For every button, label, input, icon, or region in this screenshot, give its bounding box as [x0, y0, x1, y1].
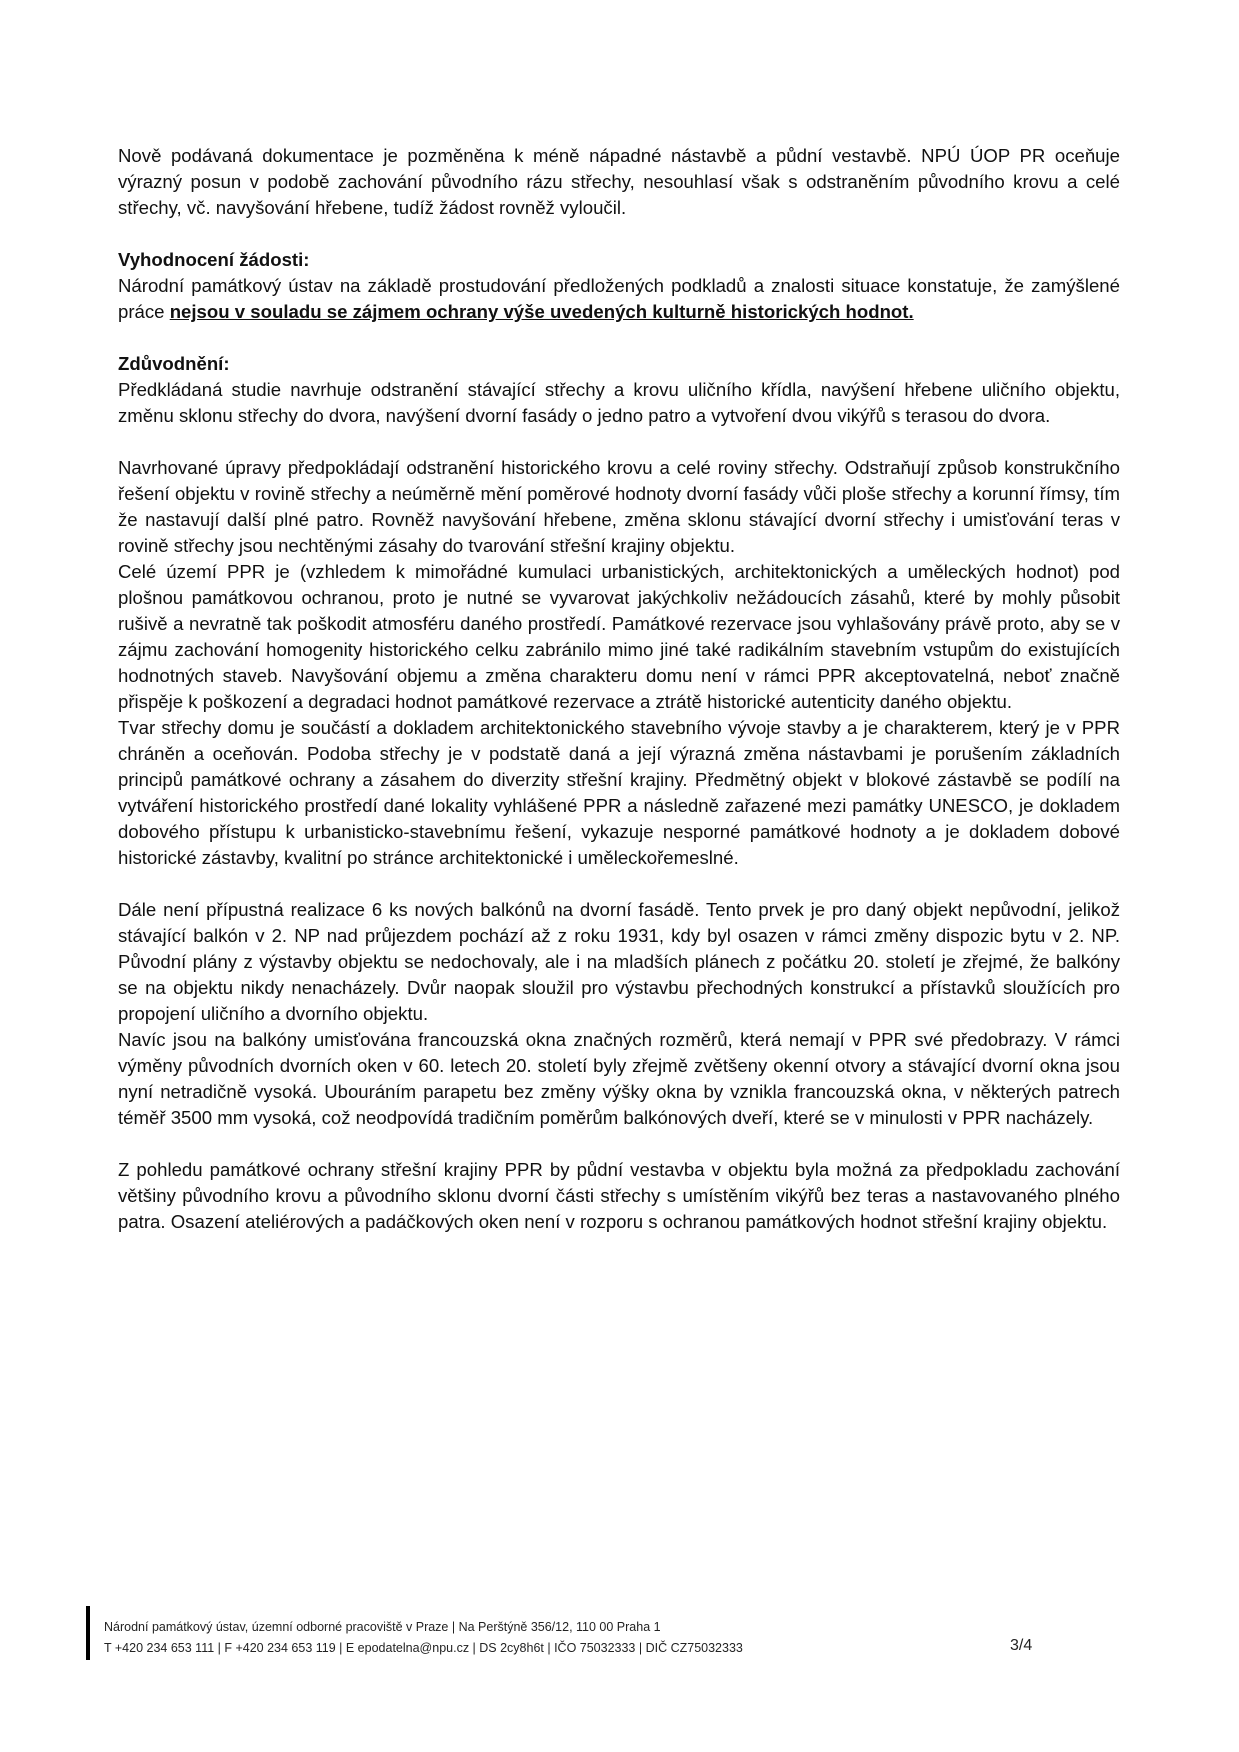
justification-paragraph: Navrhované úpravy předpokládají odstranění historického krovu a celé roviny střechy. Odstraňují způsob konstrukčního řešení objektu v rovině střechy a neúměrně mění poměrové hodnoty dvorní fasády vůči ploše střechy a korunní římsy, tím že nastavují další plné patro. Rovněž navyšování hřebene, změna sklonu stávající dvorní střechy i umisťování teras v rovině střechy jsou nechtěnými zásahy do tvarování střešní krajiny objektu. [118, 457, 1120, 556]
justification-paragraph: Tvar střechy domu je součástí a dokladem architektonického stavebního vývoje stavby a je charakterem, který je v PPR chráněn a oceňován. Podoba střechy je v podstatě daná a její výrazná změna nástavbami je porušením základních principů památkové ochrany a zásahem do diverzity střešní krajiny. Předmětný objekt v blokové zástavbě se podílí na vytváření historického prostředí dané lokality vyhlášené PPR a následně zařazené mezi památky UNESCO, je dokladem dobového přístupu k urbanisticko-stavebnímu řešení, vykazuje nesporné památkové hodnoty a je dokladem dobové historické zástavby, kvalitní po stránce architektonické i uměleckořemeslné. [118, 717, 1120, 868]
intro-paragraph: Nově podávaná dokumentace je pozměněna k méně nápadné nástavbě a půdní vestavbě. NPÚ ÚOP PR oceňuje výrazný posun v podobě zachování původního rázu střechy, nesouhlasí však s odstraněním původního krovu a celé střechy, vč. navyšování hřebene, tudíž žádost rovněž vyloučil. [118, 145, 1120, 218]
evaluation-text: Národní památkový ústav na základě prostudování předložených podkladů a znalosti situace konstatuje, že zamýšlené práce [118, 275, 1120, 322]
footer-contacts: T +420 234 653 111 | F +420 234 653 119 | E epodatelna@npu.cz | DS 2cy8h6t | IČO 75032333 | DIČ CZ75032333 [104, 1641, 743, 1655]
document-body [118, 143, 1120, 1235]
footer-divider [86, 1606, 90, 1660]
justification-paragraph: Z pohledu památkové ochrany střešní krajiny PPR by půdní vestavba v objektu byla možná za předpokladu zachování většiny původního krovu a původního sklonu dvorní části střechy s umístěním vikýřů bez teras a nastavovaného plného patra. Osazení ateliérových a padáčkových oken není v rozporu s ochranou památkových hodnot střešní krajiny objektu. [118, 1159, 1120, 1232]
page-number: 3/4 [1010, 1637, 1033, 1654]
evaluation-paragraph [118, 273, 1120, 325]
justification-paragraph: Dále není přípustná realizace 6 ks nových balkónů na dvorní fasádě. Tento prvek je pro daný objekt nepůvodní, jelikož stávající balkón v 2. NP nad průjezdem pochází až z roku 1931, kdy byl osazen v rámci změny dispozic bytu v 2. NP. Původní plány z výstavby objektu se nedochovaly, ale i na mladších plánech z počátku 20. století je zřejmé, že balkóny se na objektu nikdy nenacházely. Dvůr naopak sloužil pro výstavbu přechodných konstrukcí a přístavků sloužících pro propojení uličního a dvorního objektu. [118, 899, 1120, 1024]
justification-heading: Zdůvodnění: [118, 353, 230, 374]
footer-address: Národní památkový ústav, územní odborné pracoviště v Praze | Na Perštýně 356/12, 110 00 Praha 1 [104, 1620, 661, 1634]
justification-paragraph: Celé území PPR je (vzhledem k mimořádné kumulaci urbanistických, architektonických a uměleckých hodnot) pod plošnou památkovou ochranou, proto je nutné se vyvarovat jakýchkoliv nežádoucích zásahů, které by mohly působit rušivě a nevratně tak poškodit atmosféru daného prostředí. Památkové rezervace jsou vyhlašovány právě proto, aby se v zájmu zachování homogenity historického celku zabránilo mimo jiné také radikálním stavebním vstupům do existujících hodnotných staveb. Navyšování objemu a změna charakteru domu není v rámci PPR akceptovatelná, neboť značně přispěje k poškození a degradaci hodnot památkové rezervace a ztrátě historické autenticity daného objektu. [118, 561, 1120, 712]
justification-paragraph: Předkládaná studie navrhuje odstranění stávající střechy a krovu uličního křídla, navýšení hřebene uličního objektu, změnu sklonu střechy do dvora, navýšení dvorní fasády o jedno patro a vytvoření dvou vikýřů s terasou do dvora. [118, 379, 1120, 426]
evaluation-conclusion: nejsou v souladu se zájmem ochrany výše uvedených kulturně historických hodnot. [169, 301, 914, 322]
page-footer [86, 1606, 1126, 1666]
justification-paragraph: Navíc jsou na balkóny umisťována francouzská okna značných rozměrů, která nemají v PPR své předobrazy. V rámci výměny původních dvorních oken v 60. letech 20. století byly zřejmě zvětšeny okenní otvory a stávající dvorní okna jsou nyní netradičně vysoká. Ubouráním parapetu bez změny výšky okna by vznikla francouzská okna, v některých patrech téměř 3500 mm vysoká, což neodpovídá tradičním poměrům balkónových dveří, které se v minulosti v PPR nacházely. [118, 1029, 1120, 1128]
evaluation-heading: Vyhodnocení žádosti: [118, 249, 310, 270]
